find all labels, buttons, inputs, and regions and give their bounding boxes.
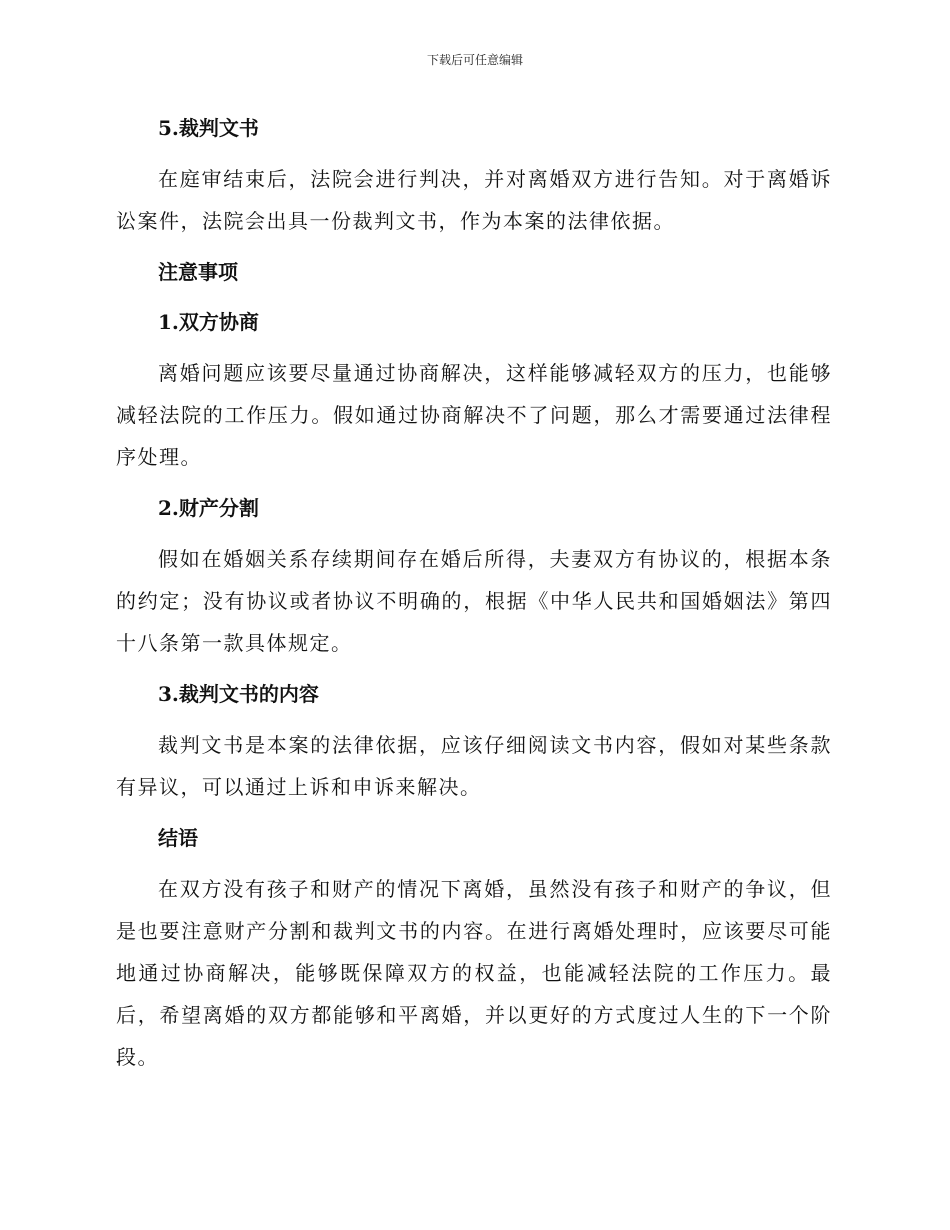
paragraph-conclusion: 在双方没有孩子和财产的情况下离婚，虽然没有孩子和财产的争议，但是也要注意财产分割和裁判文书的内容。在进行离婚处理时，应该要尽可能地通过协商解决，能够既保障双方的权益，也能减轻法院的工作压力。最后，希望离婚的双方都能够和平离婚，并以更好的方式度过人生的下一个阶段。 (116, 877, 832, 1069)
paragraph-mutual-negotiation: 离婚问题应该要尽量通过协商解决，这样能够减轻双方的压力，也能够减轻法院的工作压力。假如通过协商解决不了问题，那么才需要通过法律程序处理。 (116, 361, 832, 469)
document-body (116, 108, 832, 1088)
paragraph-judgment-content: 裁判文书是本案的法律依据，应该仔细阅读文书内容，假如对某些条款有异议，可以通过上诉和申诉来解决。 (116, 733, 832, 799)
section-heading-conclusion: 结语 (158, 826, 198, 850)
section-heading-notes: 注意事项 (158, 260, 238, 284)
subheading-property-division: 2.财产分割 (158, 496, 259, 520)
section-heading-judgment-document: 5.裁判文书 (158, 116, 259, 140)
paragraph-property-division: 假如在婚姻关系存续期间存在婚后所得，夫妻双方有协议的，根据本条的约定；没有协议或者协议不明确的，根据《中华人民共和国婚姻法》第四十八条第一款具体规定。 (116, 547, 832, 655)
subheading-judgment-content: 3.裁判文书的内容 (158, 682, 319, 706)
paragraph-judgment-document: 在庭审结束后，法院会进行判决，并对离婚双方进行告知。对于离婚诉讼案件，法院会出具一份裁判文书，作为本案的法律依据。 (116, 167, 832, 233)
page-header: 下载后可任意编辑 (426, 53, 523, 67)
subheading-mutual-negotiation: 1.双方协商 (158, 310, 259, 334)
